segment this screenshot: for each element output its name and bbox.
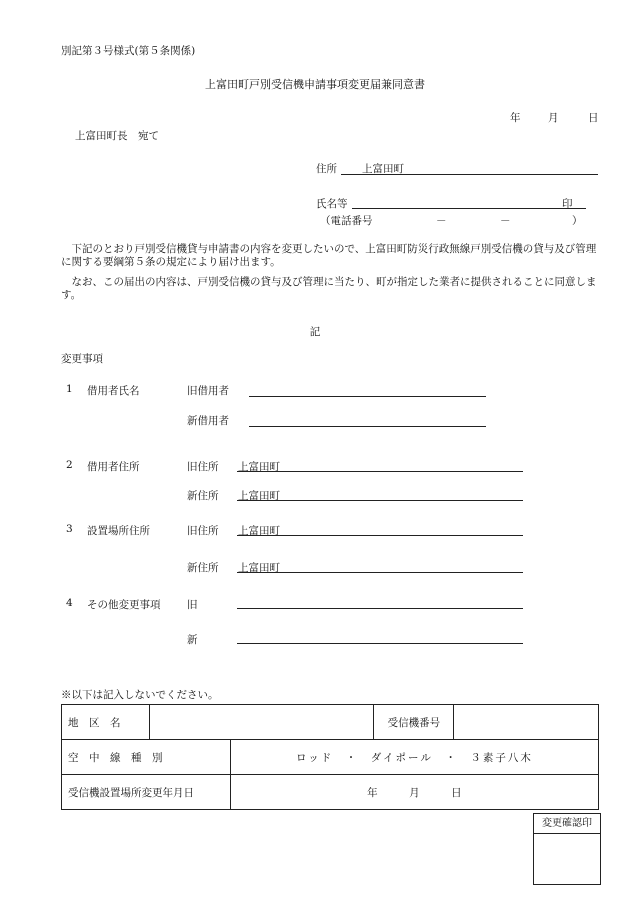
name-label: 氏名等 xyxy=(316,198,348,210)
old-site-address-value: 上富田町 xyxy=(238,525,280,537)
new-borrower-address-field[interactable] xyxy=(237,500,523,501)
statement-paragraph-2: なお、この届出の内容は、戸別受信機の貸与及び管理に当たり、町が指定した業者に提供されることに同意します。 xyxy=(61,276,597,302)
table-row xyxy=(62,775,599,810)
document-title: 上富田町戸別受信機申請事項変更届兼同意書 xyxy=(205,78,425,91)
item-2-number: 2 xyxy=(66,459,73,471)
new-borrower-field[interactable] xyxy=(249,426,486,427)
ki-heading: 記 xyxy=(309,326,321,338)
item-3-label: 設置場所住所 xyxy=(87,525,150,537)
change-date-label: 受信機設置場所変更年月日 xyxy=(62,775,231,810)
old-borrower-field[interactable] xyxy=(249,396,486,397)
table-row xyxy=(62,705,599,740)
form-number: 別記第３号様式(第５条関係) xyxy=(61,45,196,57)
item-2-label: 借用者住所 xyxy=(87,461,140,473)
item-4-number: 4 xyxy=(66,597,73,609)
new-site-address-field[interactable] xyxy=(237,572,523,573)
other-new-label: 新 xyxy=(187,634,198,646)
old-borrower-address-label: 旧住所 xyxy=(187,461,219,473)
item-3-number: 3 xyxy=(66,523,73,535)
new-site-address-label: 新住所 xyxy=(187,562,219,574)
phone-label: （電話番号 xyxy=(320,215,373,227)
item-4-label: その他変更事項 xyxy=(87,599,161,611)
antenna-type-label: 空 中 線 種 別 xyxy=(62,740,231,775)
new-site-address-value: 上富田町 xyxy=(238,562,280,574)
old-site-address-label: 旧住所 xyxy=(187,525,219,537)
address-label: 住所 xyxy=(316,163,337,175)
office-use-note: ※以下は記入しないでください。 xyxy=(61,689,219,701)
phone-dash-1: － xyxy=(436,215,447,227)
old-borrower-address-field[interactable] xyxy=(237,471,523,472)
district-cell[interactable] xyxy=(149,705,373,740)
day-label: 日 xyxy=(588,112,599,124)
receiver-number-label: 受信機番号 xyxy=(374,705,454,740)
antenna-options[interactable]: ロッド ・ ダイポール ・ ３素子八木 xyxy=(230,740,598,775)
name-field[interactable] xyxy=(352,208,586,209)
month-label: 月 xyxy=(548,112,559,124)
seal-mark: 印 xyxy=(562,198,573,210)
item-1-label: 借用者氏名 xyxy=(87,385,140,397)
old-site-address-field[interactable] xyxy=(237,535,523,536)
other-new-field[interactable] xyxy=(237,643,523,644)
new-borrower-label: 新借用者 xyxy=(187,415,229,427)
item-1-number: 1 xyxy=(66,383,73,395)
address-field[interactable] xyxy=(341,174,598,175)
receiver-number-cell[interactable] xyxy=(454,705,599,740)
office-use-table xyxy=(61,704,599,810)
phone-close: ） xyxy=(572,215,583,227)
old-borrower-label: 旧借用者 xyxy=(187,385,229,397)
district-label: 地 区 名 xyxy=(62,705,150,740)
table-row xyxy=(62,740,599,775)
other-old-label: 旧 xyxy=(187,599,198,611)
addressee: 上富田町長 宛て xyxy=(75,130,159,142)
address-value: 上富田町 xyxy=(362,163,404,175)
stamp-label: 変更確認印 xyxy=(534,814,600,834)
changes-heading: 変更事項 xyxy=(61,353,103,365)
phone-dash-2: － xyxy=(500,215,511,227)
change-date-cell[interactable]: 年 月 日 xyxy=(230,775,598,810)
confirmation-stamp-box xyxy=(533,813,601,885)
old-borrower-address-value: 上富田町 xyxy=(238,461,280,473)
new-borrower-address-value: 上富田町 xyxy=(238,490,280,502)
other-old-field[interactable] xyxy=(237,608,523,609)
year-label: 年 xyxy=(510,112,521,124)
new-borrower-address-label: 新住所 xyxy=(187,490,219,502)
statement-paragraph-1: 下記のとおり戸別受信機貸与申請書の内容を変更したいので、上富田町防災行政無線戸別受信機の貸与及び管理に関する要綱第５条の規定により届け出ます。 xyxy=(61,243,597,269)
